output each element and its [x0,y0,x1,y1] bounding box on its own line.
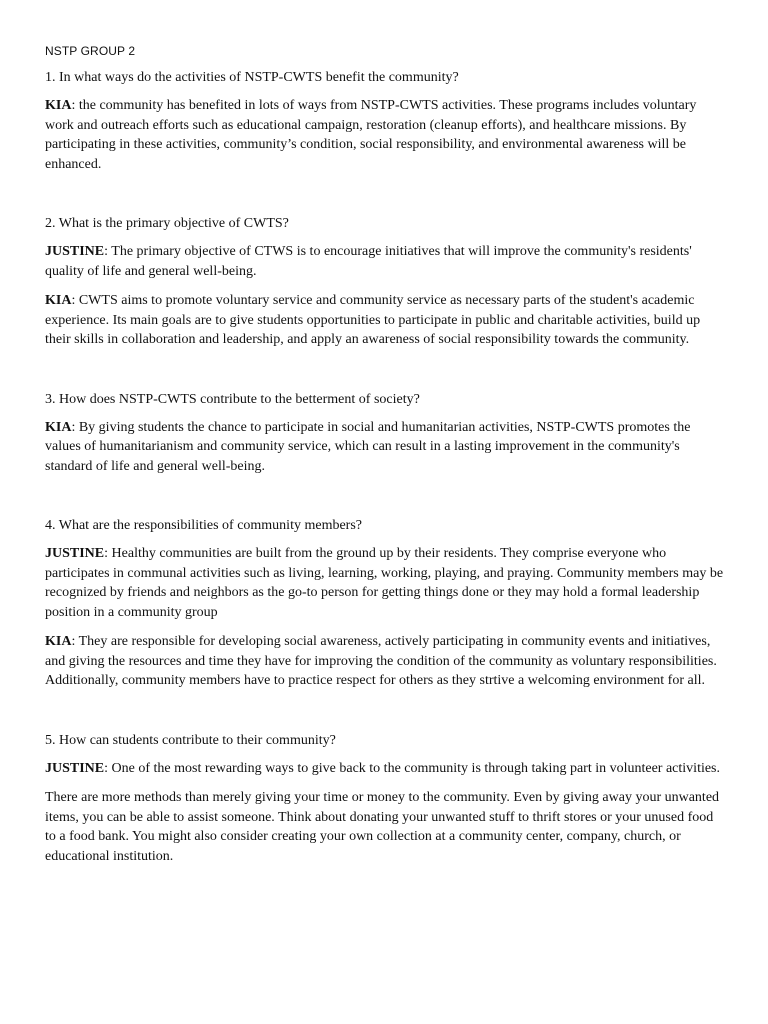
answer-text: : One of the most rewarding ways to give back to the community is through taking part in volunteer activities. [104,760,721,776]
speaker-name: KIA [45,634,72,649]
answer-3-kia [45,418,725,477]
answer-text: : the community has benefited in lots of ways from NSTP-CWTS activities. These programs includes voluntary work and outreach efforts such as educational campaign, restoration (cleanup efforts), and healthcare missions. By participating in these activities, community’s condition, social responsibility, and environmental awareness will be enhanced. [45,98,697,172]
answer-1-kia [45,96,725,174]
document-page [45,44,725,876]
question-5: 5. How can students contribute to their community? [45,732,336,748]
answer-text: : By giving students the chance to participate in social and humanitarian activities, NSTP-CWTS promotes the values of humanitarianism and community service, which can result in a lasting improvement in the community's standard of life and general well-being. [45,419,691,474]
speaker-name: KIA [45,98,72,113]
speaker-name: JUSTINE [45,546,105,561]
answer-4-kia [45,632,725,691]
answer-text: There are more methods than merely giving your time or money to the community. Even by giving away your unwanted items, you can be able to assist someone. Think about donating your unwanted stuff to thrift stores or your unused food to a food bank. You might also consider creating your own collection at a community center, company, church, or educational institution. [45,790,720,864]
answer-5-justine [45,759,725,779]
answer-4-justine [45,544,725,622]
answer-5-continued [45,788,725,866]
answer-text: : They are responsible for developing social awareness, actively participating in community events and initiatives, and giving the resources and time they have for improving the condition of the community as voluntary responsibilities. Additionally, community members have to practice respect for others as they strtive a welcoming environment for all. [45,634,717,688]
question-2: 2. What is the primary objective of CWTS? [45,216,289,231]
question-1: 1. In what ways do the activities of NSTP-CWTS benefit the community? [45,70,459,85]
speaker-name: JUSTINE [45,244,105,259]
speaker-name: JUSTINE [45,760,105,776]
question-4: 4. What are the responsibilities of community members? [45,518,362,533]
document-header: NSTP GROUP 2 [45,44,136,58]
answer-text: : The primary objective of CTWS is to encourage initiatives that will improve the community's residents' quality of life and general well-being. [45,244,692,279]
answer-text: : Healthy communities are built from the ground up by their residents. They comprise everyone who participates in communal activities such as living, learning, working, playing, and praying. Community members may be recognized by friends and neighbors as the go-to person for getting things done or they may hold a formal leadership position in a community group [45,546,724,620]
section-gap [45,486,725,516]
section-gap [45,701,725,731]
section-gap [45,184,725,214]
speaker-name: KIA [45,293,72,308]
question-3: 3. How does NSTP-CWTS contribute to the betterment of society? [45,391,420,407]
answer-text: : CWTS aims to promote voluntary service and community service as necessary parts of the student's academic experience. Its main goals are to give students opportunities to participate in public and charitable activities, build up their skills in collaboration and leadership, and apply an awareness of social responsibility towards the community. [45,293,701,347]
answer-2-kia [45,291,725,350]
answer-2-justine [45,242,725,281]
section-gap [45,360,725,390]
speaker-name: KIA [45,419,72,435]
